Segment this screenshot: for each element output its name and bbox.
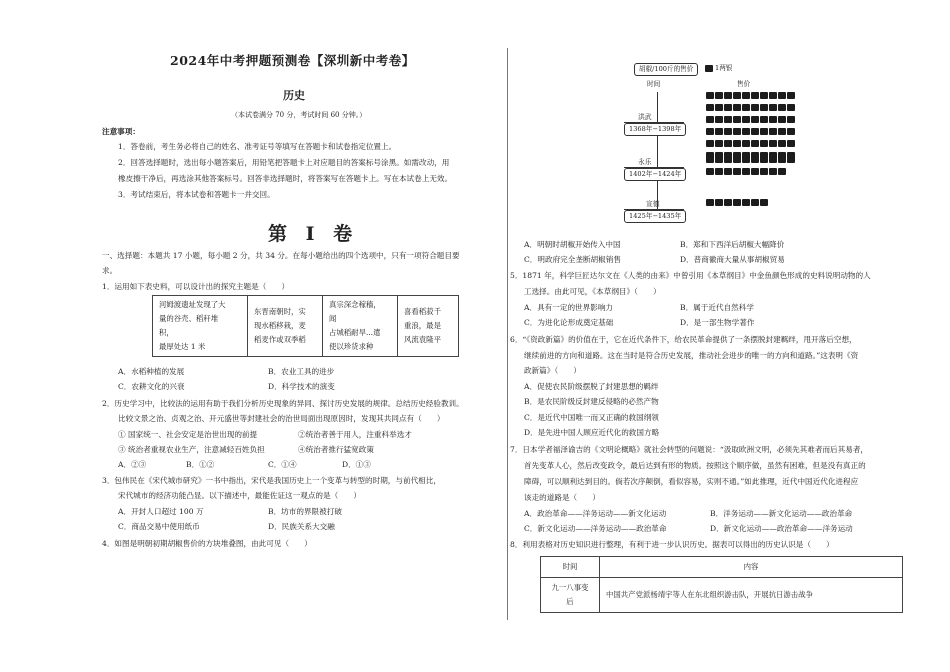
q2-option: C．①④ <box>268 460 297 469</box>
table-cell: 东晋南朝时，实 现水稻移栽，麦 稻麦作或双季稻 <box>248 296 323 357</box>
table-header: 内容 <box>600 557 903 578</box>
exam-info: （本试卷满分 70 分，考试时间 60 分钟。） <box>231 111 367 119</box>
q6-stem: 政新篇》（ ） <box>524 366 581 375</box>
q4-option: A．明朝时胡椒开始传入中国 <box>524 240 621 249</box>
q4-stem: 4．如图是明朝初期胡椒售价的方块堆叠图，由此可见（ ） <box>102 539 312 548</box>
q2-stem: 2．历史学习中，比较法的运用有助于我们分析历史现象的异同、探讨历史发展的规律。总结历史经验教训。 <box>102 399 464 408</box>
q7-stem: 7．日本学者福泽谕吉的《文明论概略》就社会转型的问题说：“汲取欧洲文明，必须先其难者而后其易者， <box>510 445 869 454</box>
table-cell: 九一八事变 后 <box>541 578 600 613</box>
q6-option: B．是农民阶级反封建反侵略的必然产物 <box>524 397 659 406</box>
period-name: 洪武 <box>638 113 652 121</box>
exam-title: 2024年中考押题预测卷【深圳新中考卷】 <box>170 53 415 68</box>
q6-stem: 继续前进的方向和道路。这在当时是符合历史发展，推动社会进步的唯一的方向和道路。”这表明《资 <box>524 351 859 360</box>
q1-stem: 1．运用如下表史料，可以设计出的探究主题是（ ） <box>102 282 290 291</box>
q1-option: B．农业工具的进步 <box>268 367 335 376</box>
q8-table <box>540 556 903 613</box>
q7-stem: 障碍，可以顺利达到目的。倘若次序颠倒，看似容易，实则不通。”如此推理，近代中国近代化进程应 <box>524 477 859 486</box>
q1-option: A．水稻种植的发展 <box>118 367 185 376</box>
q5-option: D．是一部生物学著作 <box>680 318 755 327</box>
q3-option: A．开封人口超过 100 万 <box>118 507 204 516</box>
q5-stem: 工选择。由此可见，《本草纲目》（ ） <box>524 287 661 296</box>
table-cell: 河姆渡遗址发现了大 量的谷壳、稻秆堆 积， 最厚处达 1 米 <box>153 296 248 357</box>
table-cell: 中国共产党派杨靖宇等人在东北组织游击队，开展抗日游击战争 <box>600 578 903 613</box>
subject-title: 历史 <box>283 89 305 102</box>
q4-option: C．明政府完全垄断胡椒销售 <box>524 255 621 264</box>
q7-option: A．政治革命——洋务运动——新文化运动 <box>524 509 667 518</box>
price-stack-xuande <box>706 199 796 211</box>
q1-option: C．农耕文化的兴衰 <box>118 382 185 391</box>
note-item: 1．答卷前，考生务必将自己的姓名、准考证号等填写在答题卡和试卷指定位置上。 <box>118 142 397 151</box>
legend-coin-icon <box>705 65 714 73</box>
q4-option: B．郑和下西洋后胡椒大幅降价 <box>680 240 785 249</box>
table-cell: 真宗深念稼穑， 闻 占城稻耐旱...遣 使以珍货求种 <box>323 296 398 357</box>
section-title: 第 I 卷 <box>268 223 359 245</box>
part1-intro: 一、选择题：本题共 17 小题，每小题 2 分，共 34 分。在每小题给出的四个选项中，只有一项符合题目要 <box>102 251 460 260</box>
q2-option: D．①③ <box>342 460 371 469</box>
q3-option: C．商品交易中使用纸币 <box>118 522 200 531</box>
q5-stem: 5．1871 年，科学巨匠达尔文在《人类的由来》中曾引用《本草纲目》中金鱼颜色形成的史料说明动物的人 <box>510 271 871 280</box>
q6-option: D．是先进中国人顾应近代化的救国方略 <box>524 428 660 437</box>
q6-option: A．促使农民阶级摆脱了封建思想的羁绊 <box>524 382 659 391</box>
q2-stem: 比较文景之治、贞观之治、开元盛世等封建社会的治世局面出现原因时，发现其共同点有（ ） <box>118 414 445 423</box>
q3-stem: 宋代城市的经济功能凸显。以下描述中，最能佐证这一观点的是（ ） <box>118 491 361 500</box>
part1-intro: 求。 <box>102 266 118 275</box>
table-row <box>541 578 903 613</box>
note-item: 3．考试结束后，将本试卷和答题卡一并交回。 <box>118 190 275 199</box>
column-divider <box>507 48 508 620</box>
note-item: 橡皮擦干净后，再选涂其他答案标号。回答非选择题时，将答案写在答题卡上。写在本试卷上无效。 <box>118 174 453 183</box>
q7-stem: 首先变革人心，然后改变政令，最后达到有形的物质。按照这个顺序做，虽然有困难，但是没有真正的 <box>524 461 866 470</box>
period-name: 永乐 <box>638 158 652 166</box>
axis-label-price: 售价 <box>737 80 751 88</box>
q7-option: D．新文化运动——政治革命——洋务运动 <box>710 524 853 533</box>
q6-option: C．是近代中国唯一而又正确的救国纲领 <box>524 413 659 422</box>
q1-source-table <box>152 295 459 357</box>
q5-option: B．属于近代自然科学 <box>680 303 754 312</box>
price-stack-yongle <box>706 156 796 180</box>
q3-option: B．坊市的界限被打破 <box>268 507 342 516</box>
table-header: 时间 <box>541 557 600 578</box>
q5-option: C．为进化论形成奠定基础 <box>524 318 614 327</box>
q2-item: ④统治者推行猛宽政策 <box>298 445 374 454</box>
period-years: 1425年−1435年 <box>624 210 686 223</box>
table-cell: 喜看稻菽千 重浪，最是 风流袁隆平 <box>398 296 459 357</box>
axis-label-time: 时间 <box>647 80 661 88</box>
q5-option: A．具有一定的世界影响力 <box>524 303 614 312</box>
q7-option: C．新文化运动——洋务运动——政治革命 <box>524 524 667 533</box>
q2-item: ① 国家统一、社会安定是治世出现的前提 <box>118 430 258 439</box>
legend-label: 1两银 <box>715 64 733 72</box>
note-item: 2．回答选择题时，选出每小题答案后，用铅笔把答题卡上对应题目的答案标号涂黑。如需改动，用 <box>118 158 450 167</box>
q2-item: ②统治者善于用人，注重科举选才 <box>298 430 412 439</box>
q3-stem: 3．包伟民在《宋代城市研究》一书中指出，宋代是我国历史上一个变革与转型的时期，与前代相比， <box>102 476 441 485</box>
q1-option: D．科学技术的演变 <box>268 382 335 391</box>
q2-option: B．①② <box>186 460 215 469</box>
period-years: 1368年−1398年 <box>624 123 686 136</box>
q2-item: ③ 统治者重视农业生产，注意减轻百姓负担 <box>118 445 265 454</box>
chart-title: 胡椒/100斤的售价 <box>634 63 698 76</box>
q7-stem: 该走的道路是（ ） <box>524 493 600 502</box>
price-stack-hongwu <box>706 92 796 164</box>
period-years: 1402年−1424年 <box>624 168 686 181</box>
q3-option: D．民族关系大交融 <box>268 522 335 531</box>
q4-option: D．普商徽商大量从事胡椒贸易 <box>680 255 785 264</box>
q2-option: A．②③ <box>118 460 147 469</box>
q8-stem: 8．利用表格对历史知识进行整理，有利于进一步认识历史。据表可以得出的历史认识是（ ） <box>510 540 834 549</box>
notes-heading: 注意事项： <box>102 127 140 136</box>
q7-option: B．洋务运动——新文化运动——政治革命 <box>710 509 853 518</box>
q6-stem: 6．“《资政新篇》的价值在于，它在近代条件下，给农民革命提供了一条摆脱封建羁绊，甩开落后空想， <box>510 335 857 344</box>
period-name: 宣德 <box>646 200 660 208</box>
